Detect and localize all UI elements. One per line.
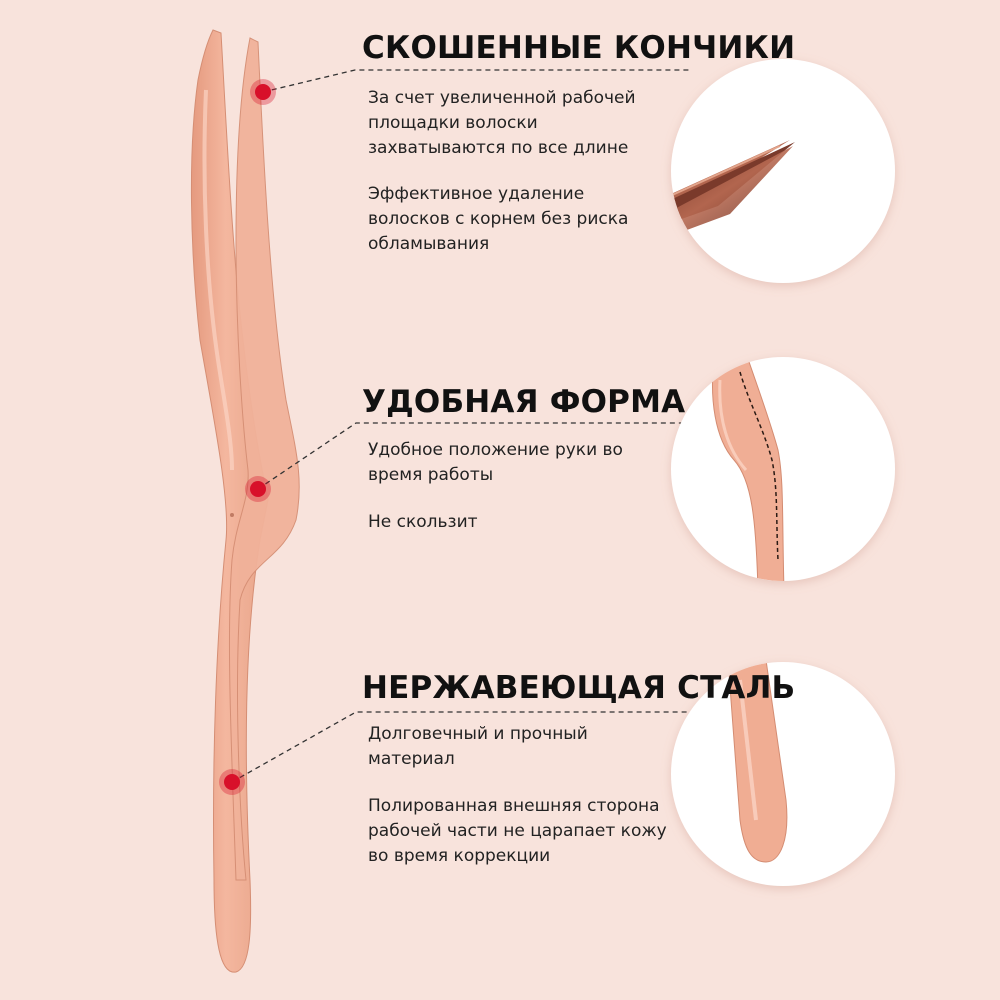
heading-stainless-steel: НЕРЖАВЕЮЩАЯ СТАЛЬ [362, 670, 796, 706]
heading-slanted-tips: СКОШЕННЫЕ КОНЧИКИ [362, 30, 796, 66]
paragraph-shape-nonslip: Не скользит [368, 512, 478, 532]
tweezer-body [191, 30, 299, 972]
paragraph-steel-polished: Полированная внешняя сторона рабочей части не царапает кожу во время коррекции [368, 796, 667, 866]
paragraph-tips-grip: За счет увеличенной рабочей площадки волоски захватываются по все длине [368, 88, 636, 158]
detail-circle-shape [671, 350, 895, 590]
paragraph-tips-removal: Эффективное удаление волосков с корнем без риска обламывания [368, 184, 629, 254]
detail-circle-tips [640, 59, 895, 283]
marker-steel [224, 774, 240, 790]
heading-comfortable-shape: УДОБНАЯ ФОРМА [362, 384, 686, 420]
paragraph-steel-durable: Долговечный и прочный материал [368, 724, 588, 769]
marker-shape [250, 481, 266, 497]
marker-tips [255, 84, 271, 100]
paragraph-shape-hand: Удобное положение руки во время работы [368, 440, 623, 485]
